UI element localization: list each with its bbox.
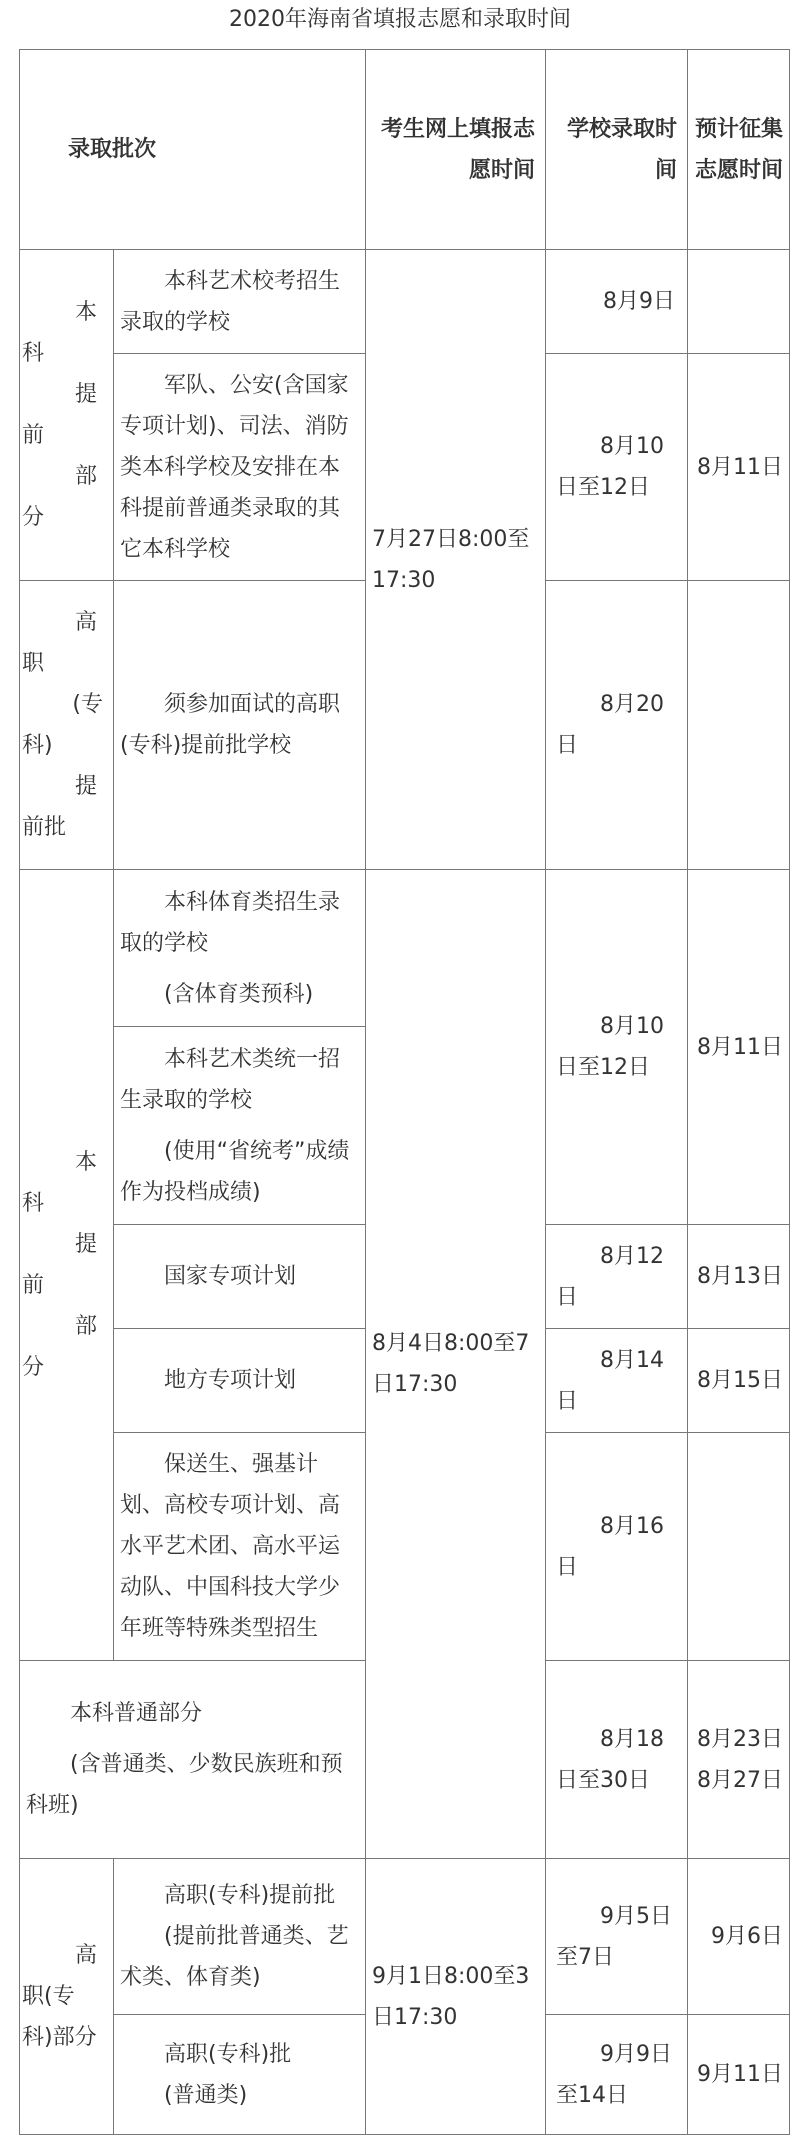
header-solicit-time: 预计征集志愿时间 bbox=[688, 50, 790, 250]
solicit-empty bbox=[688, 250, 790, 354]
row-national-special: 国家专项计划 bbox=[114, 1225, 366, 1329]
table-row bbox=[20, 1859, 790, 2015]
group-label-undergrad-early: 本 科 提 前 部 分 bbox=[20, 250, 114, 581]
solicit-time-regular bbox=[688, 1661, 790, 1859]
admission-schedule-table bbox=[19, 49, 790, 2135]
table-row bbox=[20, 250, 790, 354]
row-sports-main: 本科体育类招生录取的学校 bbox=[120, 889, 341, 956]
page-title: 2020年海南省填报志愿和录取时间 bbox=[229, 7, 571, 32]
row-vocational-early-main: 高职(专科)提前批 bbox=[164, 1883, 336, 1908]
group-label-vocational-early: 高 职 (专 科) 提 前批 bbox=[20, 581, 114, 870]
row-art-unified bbox=[114, 1027, 366, 1225]
admit-time-vocational-batch: 9月9日至14日 bbox=[546, 2015, 688, 2135]
admit-time-regular: 8月18日至30日 bbox=[546, 1661, 688, 1859]
solicit-empty bbox=[688, 1433, 790, 1661]
admit-time-art-school: 8月9日 bbox=[546, 250, 688, 354]
row-art-unified-note: (使用“省统考”成绩作为投档成绩) bbox=[120, 1138, 350, 1205]
row-sports bbox=[114, 870, 366, 1027]
admit-time-vocational-early: 9月5日至7日 bbox=[546, 1859, 688, 2015]
row-art-unified-main: 本科艺术类统一招生录取的学校 bbox=[120, 1046, 341, 1113]
row-vocational-batch-note: (普通类) bbox=[164, 2082, 248, 2108]
header-batch: 录取批次 bbox=[20, 50, 366, 250]
header-school-admit-time: 学校录取时间 bbox=[546, 50, 688, 250]
row-sports-note: (含体育类预科) bbox=[164, 981, 314, 1007]
row-regular-note: (含普通类、少数民族班和预科班) bbox=[26, 1752, 343, 1818]
row-military: 军队、公安(含国家专项计划)、司法、消防类本科学校及安排在本科提前普通类录取的其它本科学校 bbox=[114, 354, 366, 581]
group-label-undergrad-early-2: 本 科 提 前 部 分 bbox=[20, 870, 114, 1661]
fill-time-3: 9月1日8:00至3日17:30 bbox=[366, 1859, 546, 2135]
fill-time-2: 8月4日8:00至7日17:30 bbox=[366, 870, 546, 1859]
solicit-time-regular-1: 8月23日 bbox=[697, 1726, 784, 1752]
solicit-time-vocational-batch: 9月11日 bbox=[688, 2015, 790, 2135]
admit-time-sports-art: 8月10日至12日 bbox=[546, 870, 688, 1225]
solicit-time-national-special: 8月13日 bbox=[688, 1225, 790, 1329]
row-regular bbox=[20, 1661, 366, 1859]
row-vocational-batch bbox=[114, 2015, 366, 2135]
row-local-special: 地方专项计划 bbox=[114, 1329, 366, 1433]
solicit-time-regular-2: 8月27日 bbox=[697, 1767, 784, 1793]
table-row bbox=[20, 870, 790, 1027]
header-row bbox=[20, 50, 790, 250]
header-online-fill-time: 考生网上填报志愿时间 bbox=[366, 50, 546, 250]
solicit-time-military: 8月11日 bbox=[688, 354, 790, 581]
admit-time-special-types: 8月16日 bbox=[546, 1433, 688, 1661]
solicit-time-sports-art: 8月11日 bbox=[688, 870, 790, 1225]
admit-time-military: 8月10日至12日 bbox=[546, 354, 688, 581]
solicit-empty bbox=[688, 581, 790, 870]
admit-time-local-special: 8月14日 bbox=[546, 1329, 688, 1433]
row-vocational-early-note: (提前批普通类、艺术类、体育类) bbox=[120, 1924, 349, 1990]
group-label-vocational: 高 职(专 科)部分 bbox=[20, 1859, 114, 2135]
row-special-types: 保送生、强基计划、高校专项计划、高水平艺术团、高水平运动队、中国科技大学少年班等特殊类型招生 bbox=[114, 1433, 366, 1661]
row-regular-main: 本科普通部分 bbox=[70, 1701, 203, 1726]
row-vocational-batch-main: 高职(专科)批 bbox=[164, 2041, 292, 2067]
admit-time-vocational-interview: 8月20日 bbox=[546, 581, 688, 870]
admit-time-national-special: 8月12日 bbox=[546, 1225, 688, 1329]
row-vocational-interview: 须参加面试的高职(专科)提前批学校 bbox=[114, 581, 366, 870]
row-art-school: 本科艺术校考招生录取的学校 bbox=[114, 250, 366, 354]
row-vocational-early bbox=[114, 1859, 366, 2015]
solicit-time-local-special: 8月15日 bbox=[688, 1329, 790, 1433]
solicit-time-vocational-early: 9月6日 bbox=[688, 1859, 790, 2015]
fill-time-1: 7月27日8:00至17:30 bbox=[366, 250, 546, 870]
